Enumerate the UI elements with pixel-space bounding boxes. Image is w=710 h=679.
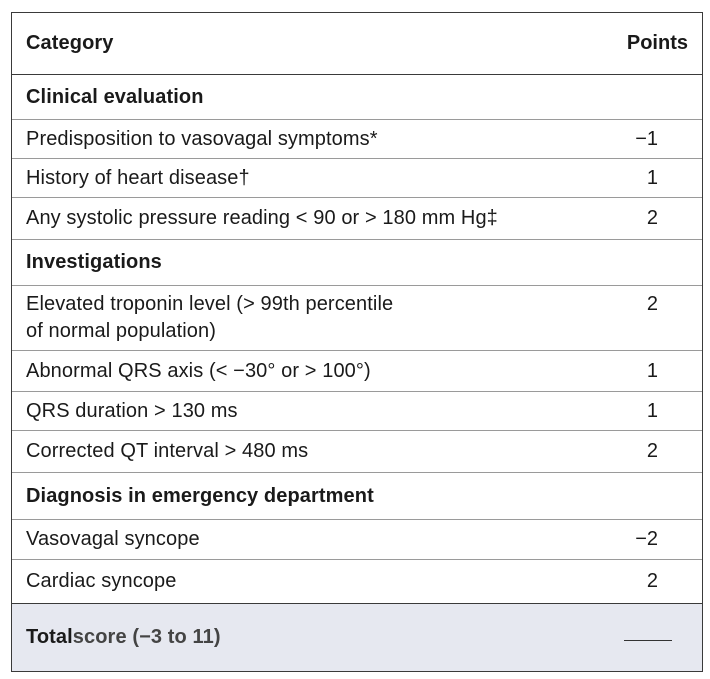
total-label-rest: score (−3 to 11) bbox=[72, 626, 221, 648]
table-row bbox=[12, 119, 702, 158]
table-row bbox=[12, 391, 702, 430]
criterion-label bbox=[26, 286, 393, 350]
section-header-investigations bbox=[12, 239, 702, 285]
criterion-points: −1 bbox=[635, 127, 658, 150]
criterion-label: QRS duration > 130 ms bbox=[26, 399, 238, 422]
score-table bbox=[11, 12, 703, 672]
section-title: Clinical evaluation bbox=[26, 85, 204, 108]
table-row bbox=[12, 430, 702, 472]
criterion-points: −2 bbox=[635, 528, 658, 550]
table-header-row bbox=[12, 13, 702, 74]
table-row bbox=[12, 559, 702, 603]
total-label-bold: Total bbox=[26, 626, 73, 648]
section-header-clinical bbox=[12, 74, 702, 119]
section-title: Diagnosis in emergency department bbox=[26, 484, 374, 507]
criterion-points: 2 bbox=[646, 570, 658, 592]
criterion-label: Any systolic pressure reading < 90 or > 180 mm Hg‡ bbox=[26, 207, 498, 229]
total-score-blank-line bbox=[624, 640, 672, 641]
total-label bbox=[26, 604, 221, 671]
criterion-points: 1 bbox=[646, 166, 658, 189]
criterion-label: History of heart disease† bbox=[26, 166, 250, 189]
table-row bbox=[12, 350, 702, 391]
total-row bbox=[12, 603, 702, 671]
criterion-label: Predisposition to vasovagal symptoms* bbox=[26, 127, 378, 150]
table-row bbox=[12, 197, 702, 239]
header-category: Category bbox=[26, 32, 114, 54]
criterion-label: Abnormal QRS axis (< −30° or > 100°) bbox=[26, 359, 371, 382]
table-row bbox=[12, 158, 702, 197]
header-points: Points bbox=[626, 32, 688, 54]
criterion-points: 2 bbox=[646, 440, 658, 462]
table-row bbox=[12, 519, 702, 559]
criterion-label: Vasovagal syncope bbox=[26, 528, 200, 550]
criterion-label: Corrected QT interval > 480 ms bbox=[26, 440, 309, 462]
criterion-points: 2 bbox=[646, 293, 658, 315]
criterion-label: Cardiac syncope bbox=[26, 570, 177, 592]
section-title: Investigations bbox=[26, 251, 162, 273]
criterion-label-line2: of normal population) bbox=[26, 320, 216, 342]
criterion-points: 2 bbox=[646, 207, 658, 229]
table-row bbox=[12, 285, 702, 350]
section-header-diagnosis bbox=[12, 472, 702, 519]
criterion-points: 1 bbox=[646, 359, 658, 382]
criterion-label-line1: Elevated troponin level (> 99th percentile bbox=[26, 293, 394, 315]
criterion-points: 1 bbox=[646, 399, 658, 422]
